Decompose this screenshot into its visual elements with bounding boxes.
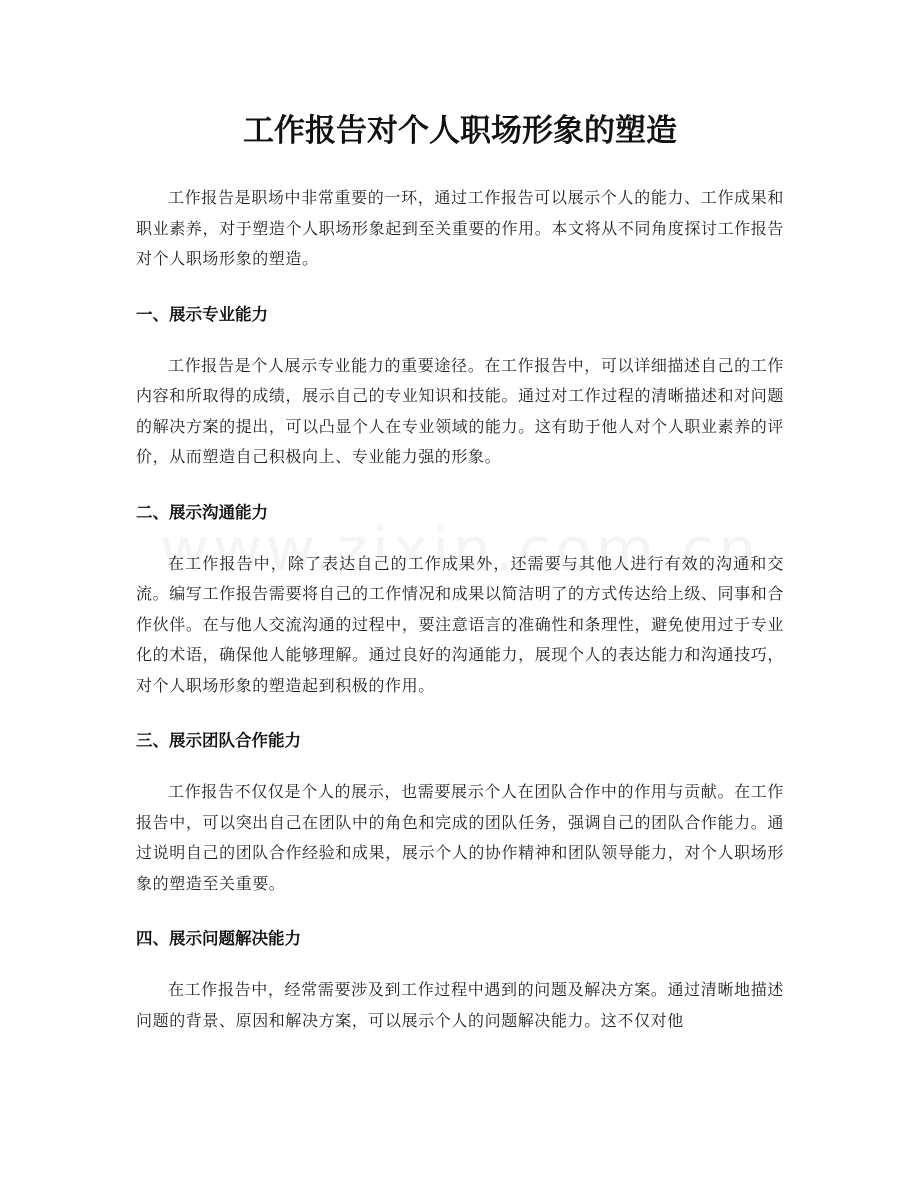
section-paragraph-2: 在工作报告中，除了表达自己的工作成果外，还需要与其他人进行有效的沟通和交流。编写工作报告需要将自己的工作情况和成果以简洁明了的方式传达给上级、同事和合作伙伴。在与他人交流沟通的过程中，要注意语言的准确性和条理性，避免使用过于专业化的术语，确保他人能够理解。通过良好的沟通能力，展现个人的表达能力和沟通技巧，对个人职场形象的塑造起到积极的作用。	[136, 553, 784, 695]
spacer	[136, 899, 784, 924]
section-paragraph-3: 工作报告不仅仅是个人的展示，也需要展示个人在团队合作中的作用与贡献。在工作报告中，可以突出自己在团队中的角色和完成的团队任务，强调自己的团队合作能力。通过说明自己的团队合作经验和成果，展示个人的协作精神和团队领导能力，对个人职场形象的塑造至关重要。	[136, 782, 784, 893]
section-paragraph-4: 在工作报告中，经常需要涉及到工作过程中遇到的问题及解决方案。通过清晰地描述问题的背景、原因和解决方案，可以展示个人的问题解决能力。这不仅对他	[136, 980, 784, 1030]
intro-paragraph: 工作报告是职场中非常重要的一环，通过工作报告可以展示个人的能力、工作成果和职业素养，对于塑造个人职场形象起到至关重要的作用。本文将从不同角度探讨工作报告对个人职场形象的塑造。	[136, 188, 784, 268]
spacer	[136, 330, 784, 351]
section-heading-2: 二、展示沟通能力	[136, 502, 268, 522]
section-heading-1: 一、展示专业能力	[136, 304, 268, 324]
section-heading-3: 三、展示团队合作能力	[136, 731, 301, 750]
section-heading-4: 四、展示问题解决能力	[136, 929, 301, 948]
spacer	[136, 528, 784, 549]
spacer	[136, 756, 784, 777]
spacer	[136, 954, 784, 975]
spacer	[136, 275, 784, 300]
document-body	[136, 183, 784, 1036]
page-title: 工作报告对个人职场形象的塑造	[243, 113, 677, 149]
spacer	[136, 701, 784, 726]
section-paragraph-1: 工作报告是个人展示专业能力的重要途径。在工作报告中，可以详细描述自己的工作内容和所取得的成绩，展示自己的专业知识和技能。通过对工作过程的清晰描述和对问题的解决方案的提出，可以凸显个人在专业领域的能力。这有助于他人对个人职业素养的评价，从而塑造自己积极向上、专业能力强的形象。	[136, 355, 784, 466]
spacer	[136, 473, 784, 498]
